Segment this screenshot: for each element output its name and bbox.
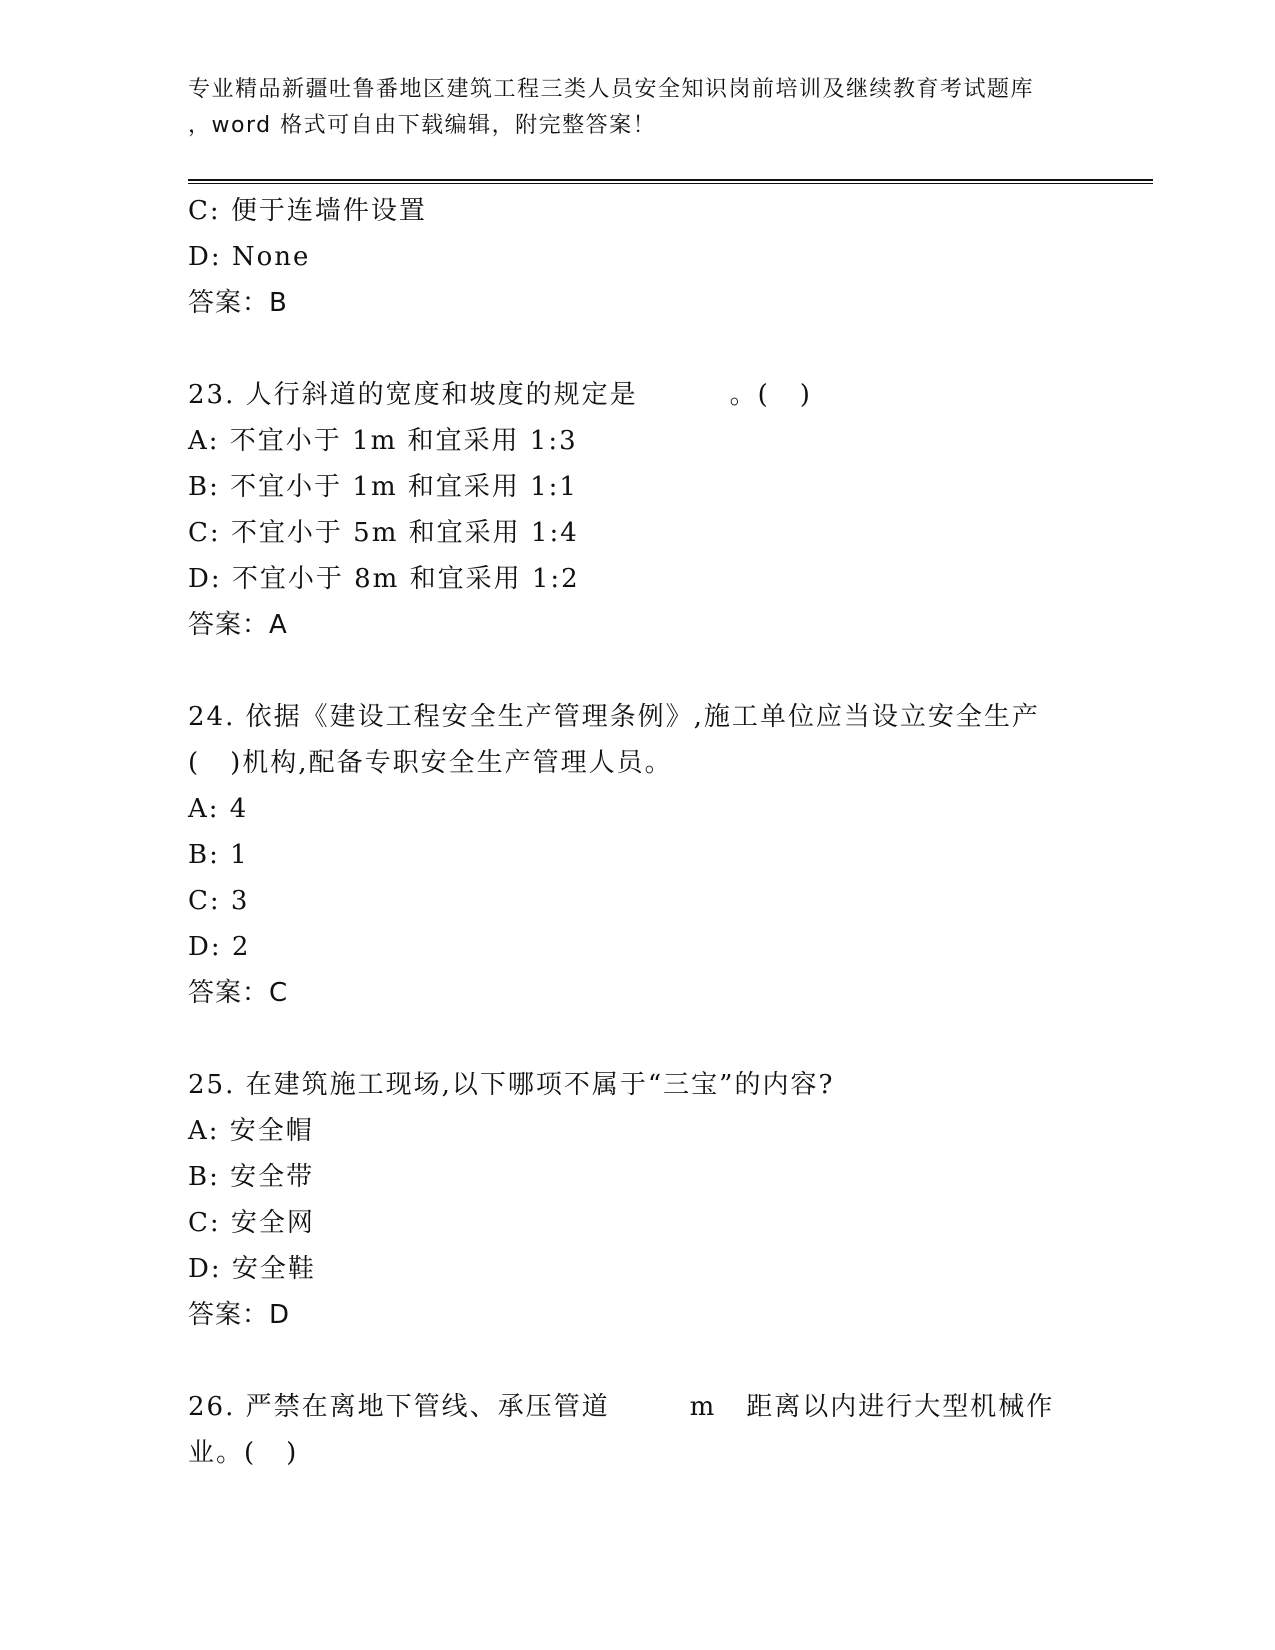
question-list	[188, 188, 1088, 1476]
option-d: D: None	[188, 242, 311, 272]
option-a: A: 安全帽	[188, 1116, 314, 1146]
paren-open: (	[188, 748, 201, 778]
answer: 答案：B	[188, 288, 288, 318]
question-24	[188, 694, 1088, 1016]
header-divider-thick	[188, 179, 1153, 181]
question-23	[188, 372, 1088, 648]
answer: 答案：A	[188, 610, 288, 640]
question-stem-rest: 距离以内进行大型机械作	[746, 1392, 1055, 1422]
answer: 答案：D	[188, 1300, 291, 1330]
option-a: A: 不宜小于 1m 和宜采用 1:3	[188, 426, 578, 456]
option-b: B: 不宜小于 1m 和宜采用 1:1	[188, 472, 578, 502]
question-gap	[188, 1016, 1088, 1062]
header-title-line2: ，word 格式可自由下载编辑，附完整答案！	[188, 113, 657, 138]
header-divider-thin	[188, 183, 1153, 184]
question-22-tail	[188, 188, 1088, 326]
option-c: C: 不宜小于 5m 和宜采用 1:4	[188, 518, 579, 548]
unit-label: m	[689, 1392, 717, 1422]
question-gap	[188, 1338, 1088, 1384]
header-title-line1: 专业精品新疆吐鲁番地区建筑工程三类人员安全知识岗前培训及继续教育考试题库	[188, 77, 1035, 102]
question-stem-line1: 24. 依据《建设工程安全生产管理条例》,施工单位应当设立安全生产	[188, 702, 1040, 732]
question-stem-line1	[188, 1384, 1088, 1430]
answer: 答案：C	[188, 978, 289, 1008]
option-c: C: 便于连墙件设置	[188, 196, 427, 226]
question-stem-paren-open: 。(	[729, 380, 770, 410]
question-gap	[188, 648, 1088, 694]
question-stem-line2	[188, 1430, 1088, 1476]
question-stem-line2	[188, 740, 1088, 786]
question-stem: 25. 在建筑施工现场,以下哪项不属于“三宝”的内容?	[188, 1070, 835, 1100]
option-b: B: 安全带	[188, 1162, 315, 1192]
question-stem-text: 23. 人行斜道的宽度和坡度的规定是	[188, 380, 638, 410]
option-c: C: 安全网	[188, 1208, 315, 1238]
question-25	[188, 1062, 1088, 1338]
question-stem-rest: )机构,配备专职安全生产管理人员。	[230, 748, 673, 778]
question-stem-text: 业。(	[188, 1438, 257, 1468]
paren-close: )	[286, 1438, 299, 1468]
option-a: A: 4	[188, 794, 249, 824]
option-d: D: 安全鞋	[188, 1254, 316, 1284]
question-gap	[188, 326, 1088, 372]
question-stem-paren-close: )	[799, 380, 812, 410]
option-d: D: 2	[188, 932, 251, 962]
question-stem-text: 26. 严禁在离地下管线、承压管道	[188, 1392, 610, 1422]
option-d: D: 不宜小于 8m 和宜采用 1:2	[188, 564, 580, 594]
option-c: C: 3	[188, 886, 250, 916]
question-26	[188, 1384, 1088, 1476]
question-stem	[188, 372, 1088, 418]
document-header	[188, 72, 1108, 144]
option-b: B: 1	[188, 840, 249, 870]
